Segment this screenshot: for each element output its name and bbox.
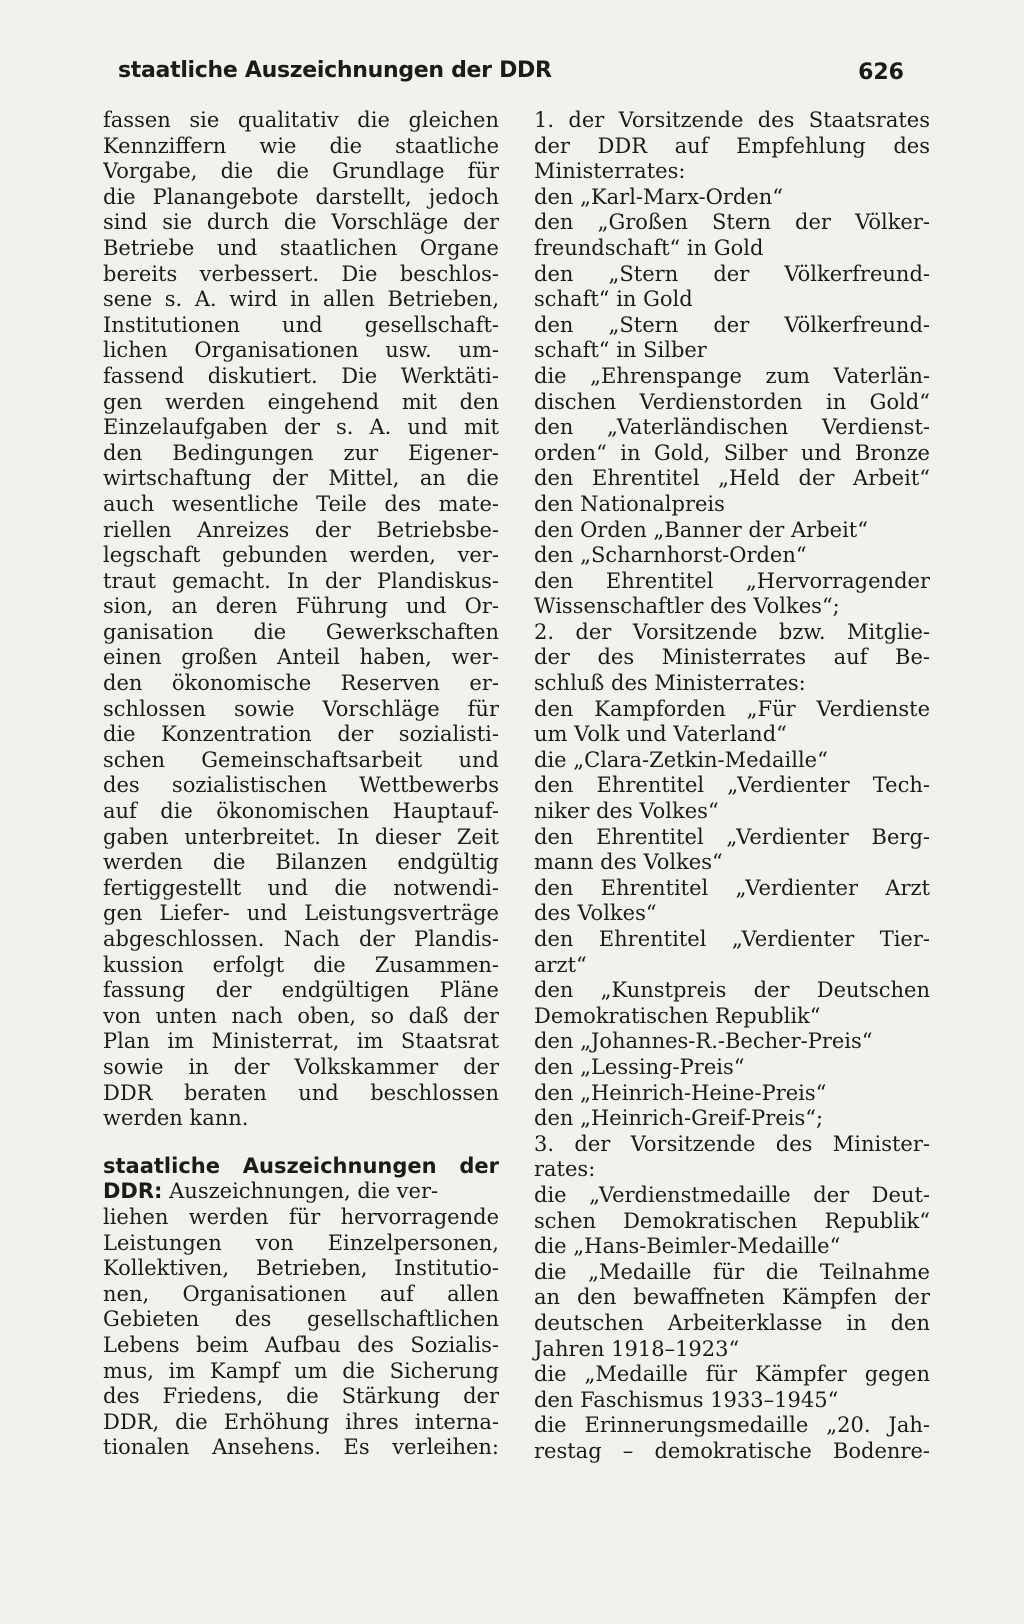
text-line: schluß des Ministerrates: (534, 671, 806, 696)
text-line: DDR, die Erhöhung ihres interna- (103, 1409, 499, 1434)
text-line: die „Hans-Beimler-Medaille“ (534, 1234, 841, 1259)
text-line: lichen Organisationen usw. um- (103, 338, 499, 363)
text-line: die „Medaille für die Teilnahme (534, 1259, 930, 1284)
text-line: restag – demokratische Bodenre- (534, 1438, 930, 1463)
text-line: den Ehrentitel „Held der Arbeit“ (534, 466, 930, 491)
text-line: den „Lessing-Preis“ (534, 1054, 745, 1079)
text-line: traut gemacht. In der Plandiskus- (103, 568, 499, 593)
text-line: den „Heinrich-Greif-Preis“; (534, 1106, 824, 1131)
text-line: Gebieten des gesellschaftlichen (103, 1307, 499, 1332)
text-line: auch wesentliche Teile des mate- (103, 491, 499, 516)
text-line: sion, an deren Führung und Or- (103, 594, 499, 619)
text-line: die Erinnerungsmedaille „20. Jah- (534, 1413, 930, 1438)
entry-paragraph (103, 1205, 499, 1461)
text-line: kussion erfolgt die Zusammen- (103, 952, 499, 977)
text-line: schaft“ in Gold (534, 287, 693, 312)
text-line: um Volk und Vaterland“ (534, 722, 787, 747)
running-head-title: staatliche Auszeichnungen der DDR (118, 58, 552, 83)
text-line: Vorgabe, die die Grundlage für (103, 159, 499, 184)
text-line: 2. der Vorsitzende bzw. Mitglie- (534, 619, 930, 644)
text-line: einen großen Anteil haben, wer- (103, 645, 499, 670)
text-line: den „Stern der Völkerfreund- (534, 261, 930, 286)
text-line: den Ehrentitel „Verdienter Tech- (534, 773, 930, 798)
page-number: 626 (858, 60, 904, 85)
text-line: bereits verbessert. Die beschlos- (103, 261, 499, 286)
text-line: den Bedingungen zur Eigener- (103, 440, 499, 465)
text-line: 1. der Vorsitzende des Staatsrates (534, 108, 930, 132)
text-line: gen werden eingehend mit den (103, 389, 499, 414)
entry-heading-line-2 (103, 1179, 499, 1205)
text-line: die Konzentration der sozialisti- (103, 722, 499, 747)
text-line: 3. der Vorsitzende des Minister- (534, 1131, 930, 1156)
text-line: Betriebe und staatlichen Organe (103, 235, 499, 260)
entry-gap (103, 1132, 499, 1154)
text-line: deutschen Arbeiterklasse in den (534, 1310, 930, 1335)
left-column (103, 108, 499, 1461)
text-line: ganisation die Gewerkschaften (103, 619, 499, 644)
text-line: schen Demokratischen Republik“ (534, 1208, 930, 1233)
text-line: an den bewaffneten Kämpfen der (534, 1285, 930, 1310)
text-line: fassen sie qualitativ die gleichen (103, 108, 499, 132)
left-column-paragraph (103, 108, 499, 1132)
text-line: der DDR auf Empfehlung des (534, 133, 930, 158)
text-line: abgeschlossen. Nach der Plandis- (103, 927, 499, 951)
text-line: Wissenschaftler des Volkes“; (534, 594, 840, 619)
right-column (534, 108, 930, 1464)
text-line: Jahren 1918–1923“ (534, 1336, 740, 1361)
text-line: Plan im Ministerrat, im Staatsrat (103, 1029, 499, 1054)
text-line: werden kann. (103, 1106, 249, 1131)
text-line: rates: (534, 1157, 596, 1182)
text-line: den „Stern der Völkerfreund- (534, 312, 930, 337)
text-line: von unten nach oben, so daß der (103, 1003, 499, 1028)
text-line: die Planangebote darstellt, jedoch (103, 184, 499, 209)
entry-heading-continued: DDR: (103, 1179, 163, 1204)
entry-text: Auszeichnungen, die ver- (169, 1179, 439, 1204)
award-list (534, 108, 930, 1464)
text-line: sind sie durch die Vorschläge der (103, 210, 499, 235)
text-line: sene s. A. wird in allen Betrieben, (103, 287, 499, 312)
entry-heading: staatliche Auszeichnungen der (103, 1153, 499, 1178)
text-line: den Nationalpreis (534, 491, 725, 516)
text-line: den „Johannes-R.-Becher-Preis“ (534, 1029, 873, 1054)
text-line: legschaft gebunden werden, ver- (103, 543, 499, 568)
text-line: die „Ehrenspange zum Vaterlän- (534, 363, 930, 388)
text-line: Kennziffern wie die staatliche (103, 133, 499, 158)
text-line: DDR beraten und beschlossen (103, 1080, 499, 1105)
text-line: den Ehrentitel „Verdienter Berg- (534, 824, 930, 849)
text-line: die „Medaille für Kämpfer gegen (534, 1362, 930, 1387)
text-line: fassend diskutiert. Die Werktäti- (103, 363, 499, 388)
text-line: niker des Volkes“ (534, 799, 719, 824)
running-head (118, 58, 904, 92)
text-line: den Ehrentitel „Hervorragender (534, 568, 930, 593)
text-line: auf die ökonomischen Hauptauf- (103, 799, 499, 824)
text-line: mann des Volkes“ (534, 850, 723, 875)
text-line: Lebens beim Aufbau des Sozialis- (103, 1332, 499, 1357)
text-line: dischen Verdienstorden in Gold“ (534, 389, 930, 414)
text-line: Ministerrates: (534, 159, 686, 184)
text-line: Institutionen und gesellschaft- (103, 312, 499, 337)
text-line: nen, Organisationen auf allen (103, 1281, 499, 1306)
text-line: den Orden „Banner der Arbeit“ (534, 517, 868, 542)
text-line: Kollektiven, Betrieben, Institutio- (103, 1256, 499, 1281)
text-line: den ökonomische Reserven er- (103, 671, 499, 696)
text-line: den „Karl-Marx-Orden“ (534, 184, 784, 209)
text-line: schen Gemeinschaftsarbeit und (103, 747, 499, 772)
text-line: des Friedens, die Stärkung der (103, 1384, 499, 1409)
text-line: schaft“ in Silber (534, 338, 707, 363)
text-line: den „Vaterländischen Verdienst- (534, 415, 930, 440)
text-line: riellen Anreizes der Betriebsbe- (103, 517, 499, 542)
text-line: des Volkes“ (534, 901, 657, 926)
text-line: tionalen Ansehens. Es verleihen: (103, 1435, 499, 1460)
text-line: Demokratischen Republik“ (534, 1003, 821, 1028)
text-line: Einzelaufgaben der s. A. und mit (103, 415, 499, 440)
text-line: werden die Bilanzen endgültig (103, 850, 499, 875)
text-line: liehen werden für hervorragende (103, 1204, 499, 1229)
text-line: den Kampforden „Für Verdienste (534, 696, 930, 721)
text-line: die „Verdienstmedaille der Deut- (534, 1182, 930, 1207)
text-line: den Ehrentitel „Verdienter Tier- (534, 927, 930, 951)
text-line: gen Liefer- und Leistungsverträge (103, 901, 499, 926)
text-line: den Faschismus 1933–1945“ (534, 1387, 839, 1412)
text-line: die „Clara-Zetkin-Medaille“ (534, 747, 828, 772)
text-line: wirtschaftung der Mittel, an die (103, 466, 499, 491)
text-line: orden“ in Gold, Silber und Bronze (534, 440, 930, 465)
text-line: fassung der endgültigen Pläne (103, 978, 499, 1003)
text-line: schlossen sowie Vorschläge für (103, 696, 499, 721)
text-line: sowie in der Volkskammer der (103, 1054, 499, 1079)
text-line: der des Ministerrates auf Be- (534, 645, 930, 670)
text-line: den „Kunstpreis der Deutschen (534, 978, 930, 1003)
text-line: den Ehrentitel „Verdienter Arzt (534, 875, 930, 900)
entry-heading-line (103, 1154, 499, 1180)
text-line: den „Großen Stern der Völker- (534, 210, 930, 235)
text-line: fertiggestellt und die notwendi- (103, 875, 499, 900)
text-line: des sozialistischen Wettbewerbs (103, 773, 499, 798)
text-line: arzt“ (534, 952, 587, 977)
text-line: freundschaft“ in Gold (534, 235, 764, 260)
text-line: den „Heinrich-Heine-Preis“ (534, 1080, 827, 1105)
text-line: gaben unterbreitet. In dieser Zeit (103, 824, 499, 849)
text-line: den „Scharnhorst-Orden“ (534, 543, 807, 568)
text-line: Leistungen von Einzelpersonen, (103, 1230, 499, 1255)
text-line: mus, im Kampf um die Sicherung (103, 1358, 499, 1383)
